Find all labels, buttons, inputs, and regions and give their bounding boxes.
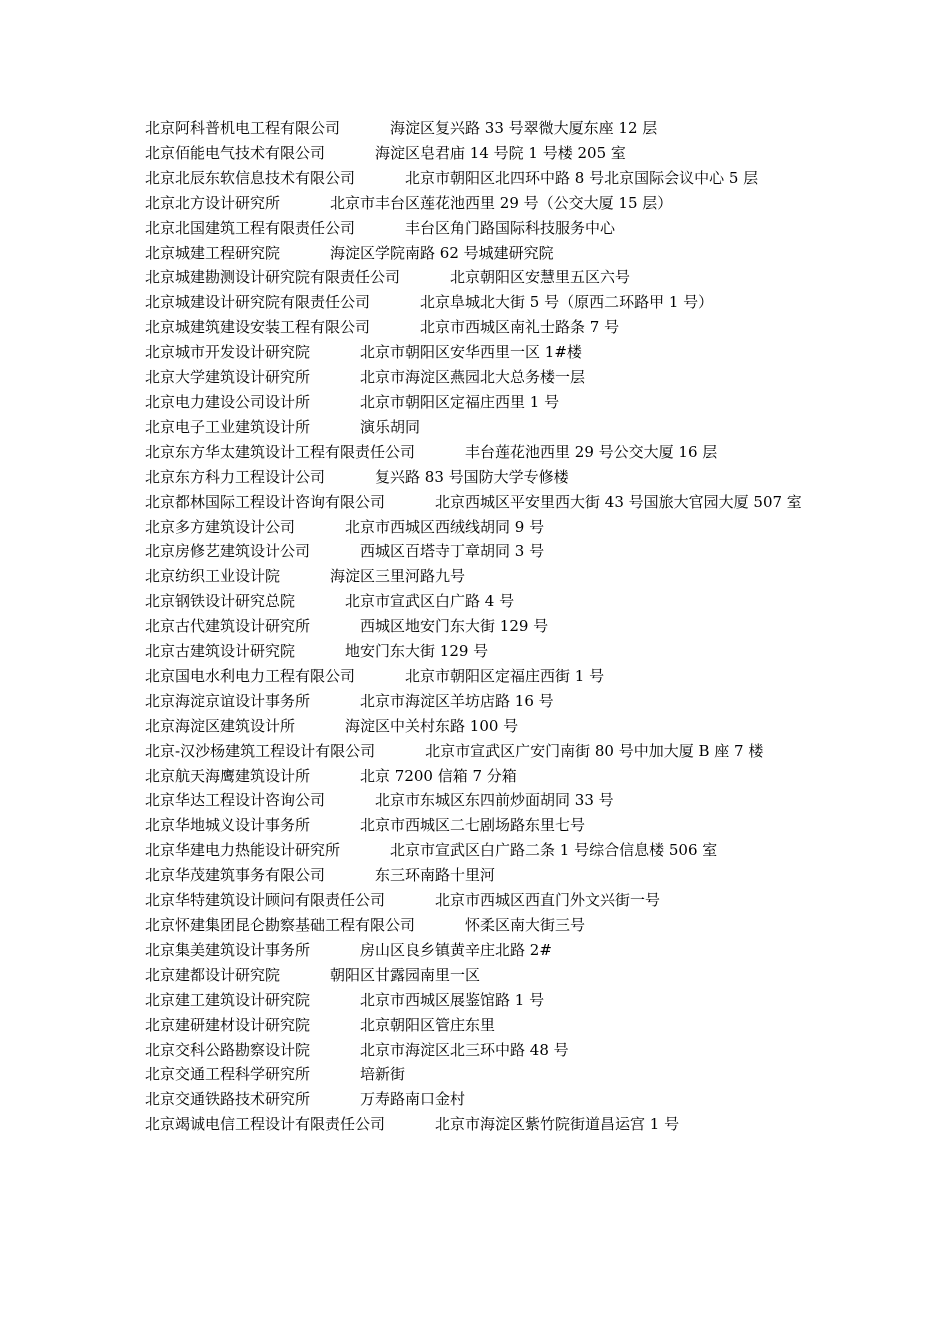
- company-name: 北京华地城义设计事务所: [145, 816, 311, 835]
- company-name: 北京多方建筑设计公司: [145, 517, 296, 536]
- company-name: 北京华达工程设计咨询公司: [145, 791, 326, 810]
- company-address: 演乐胡同: [360, 417, 421, 436]
- company-address: 海淀区中关村东路 100 号: [345, 716, 519, 735]
- company-address: 北京市西城区二七剧场路东里七号: [360, 816, 586, 835]
- company-name: 北京城市开发设计研究院: [145, 343, 311, 362]
- company-name: 北京怀建集团昆仑勘察基础工程有限公司: [145, 916, 416, 934]
- company-name: 北京华建电力热能设计研究所: [145, 841, 341, 860]
- company-address: 北京阜城北大街 5 号（原西二环路甲 1 号）: [420, 293, 714, 312]
- company-name: 北京交科公路勘察设计院: [145, 1040, 311, 1059]
- list-item: [145, 465, 808, 490]
- company-address: 海淀区皂君庙 14 号院 1 号楼 205 室: [375, 143, 626, 162]
- list-item: [145, 564, 808, 589]
- list-item: [145, 191, 808, 216]
- list-item: [145, 664, 808, 689]
- company-name: 北京集美建筑设计事务所: [145, 940, 311, 959]
- company-address: 北京 7200 信箱 7 分箱: [360, 766, 517, 785]
- list-item: [145, 490, 808, 515]
- list-item: [145, 1062, 808, 1087]
- company-address: 北京市宣武区白广路二条 1 号综合信息楼 506 室: [390, 841, 718, 860]
- list-item: [145, 415, 808, 440]
- list-item: [145, 216, 808, 241]
- company-address: 怀柔区南大街三号: [465, 916, 586, 934]
- list-item: [145, 340, 808, 365]
- company-address: 北京市海淀区羊坊店路 16 号: [360, 691, 554, 710]
- list-item: [145, 813, 808, 838]
- company-name: 北京佰能电气技术有限公司: [145, 143, 326, 162]
- company-address: 地安门东大街 129 号: [345, 642, 489, 661]
- list-item: [145, 639, 808, 664]
- list-item: [145, 963, 808, 988]
- company-name: 北京阿科普机电工程有限公司: [145, 119, 341, 137]
- company-address: 海淀区三里河路九号: [330, 567, 466, 586]
- company-name: 北京交通铁路技术研究所: [145, 1090, 311, 1109]
- company-address: 房山区良乡镇黄辛庄北路 2#: [360, 940, 552, 959]
- company-name: 北京航天海鹰建筑设计所: [145, 766, 311, 785]
- company-address: 北京市丰台区莲花池西里 29 号（公交大厦 15 层）: [330, 193, 673, 212]
- company-name: 北京东方华太建筑设计工程有限责任公司: [145, 442, 416, 461]
- company-address: 北京市朝阳区安华西里一区 1#楼: [360, 343, 582, 362]
- company-name: 北京北辰东软信息技术有限公司: [145, 168, 356, 187]
- company-address: 丰台莲花池西里 29 号公交大厦 16 层: [465, 442, 718, 461]
- company-address: 丰台区角门路国际科技服务中心: [405, 218, 616, 237]
- list-item: [145, 863, 808, 888]
- company-name: 北京北方设计研究所: [145, 193, 281, 212]
- company-address: 北京市宣武区白广路 4 号: [345, 592, 515, 611]
- list-item: [145, 315, 808, 340]
- company-name: 北京-汉沙杨建筑工程设计有限公司: [145, 741, 376, 760]
- list-item: [145, 788, 808, 813]
- company-name: 北京房修艺建筑设计公司: [145, 542, 311, 561]
- company-address: 北京市西城区南礼士路条 7 号: [420, 318, 620, 337]
- company-address: 培新街: [360, 1065, 406, 1084]
- company-address: 北京市西城区西直门外文兴街一号: [435, 891, 661, 910]
- company-name: 北京华特建筑设计顾问有限责任公司: [145, 891, 386, 910]
- company-address: 北京市朝阳区北四环中路 8 号北京国际会议中心 5 层: [405, 168, 759, 187]
- company-address: 北京市海淀区紫竹院街道昌运宫 1 号: [435, 1115, 680, 1134]
- company-name: 北京交通工程科学研究所: [145, 1065, 311, 1084]
- company-name: 北京纺织工业设计院: [145, 567, 281, 586]
- list-item: [145, 265, 808, 290]
- list-item: [145, 739, 808, 764]
- company-address: 西城区地安门东大街 129 号: [360, 617, 549, 636]
- company-address: 北京西城区平安里西大街 43 号国旅大官园大厦 507 室: [435, 492, 802, 511]
- company-address: 北京市西城区展鉴馆路 1 号: [360, 990, 545, 1009]
- company-address: 北京朝阳区安慧里五区六号: [450, 268, 631, 287]
- list-item: [145, 515, 808, 540]
- company-address: 北京市海淀区北三环中路 48 号: [360, 1040, 569, 1059]
- list-item: [145, 1038, 808, 1063]
- company-name: 北京城建设计研究院有限责任公司: [145, 293, 371, 312]
- company-name: 北京华茂建筑事务有限公司: [145, 866, 326, 885]
- list-item: [145, 888, 808, 913]
- company-name: 北京竭诚电信工程设计有限责任公司: [145, 1115, 386, 1134]
- company-address: 北京市东城区东四前炒面胡同 33 号: [375, 791, 614, 810]
- company-address: 北京市西城区西绒线胡同 9 号: [345, 517, 545, 536]
- company-address: 北京朝阳区管庄东里: [360, 1015, 496, 1034]
- company-name: 北京城建勘测设计研究院有限责任公司: [145, 268, 401, 287]
- list-item: [145, 241, 808, 266]
- company-name: 北京建都设计研究院: [145, 965, 281, 984]
- list-item: [145, 1087, 808, 1112]
- company-address: 北京市宣武区广安门南街 80 号中加大厦 B 座 7 楼: [425, 741, 764, 760]
- list-item: [145, 838, 808, 863]
- company-address: 海淀区学院南路 62 号城建研究院: [330, 243, 554, 262]
- company-name: 北京城建筑建设安装工程有限公司: [145, 318, 371, 337]
- list-item: [145, 539, 808, 564]
- company-name: 北京建研建材设计研究院: [145, 1015, 311, 1034]
- company-address: 北京市海淀区燕园北大总务楼一层: [360, 368, 586, 387]
- list-item: [145, 614, 808, 639]
- company-address: 复兴路 83 号国防大学专修楼: [375, 467, 569, 486]
- list-item: [145, 290, 808, 315]
- company-name: 北京古建筑设计研究院: [145, 642, 296, 661]
- company-name: 北京北国建筑工程有限责任公司: [145, 218, 356, 237]
- company-name: 北京钢铁设计研究总院: [145, 592, 296, 611]
- company-address: 北京市朝阳区定福庄西街 1 号: [405, 666, 605, 685]
- company-name: 北京电力建设公司设计所: [145, 392, 311, 411]
- list-item: [145, 390, 808, 415]
- company-address: 海淀区复兴路 33 号翠微大厦东座 12 层: [390, 119, 658, 137]
- list-item: [145, 1112, 808, 1137]
- company-name: 北京电子工业建筑设计所: [145, 417, 311, 436]
- company-name: 北京大学建筑设计研究所: [145, 368, 311, 387]
- company-name: 北京都林国际工程设计咨询有限公司: [145, 492, 386, 511]
- company-name: 北京海淀京谊设计事务所: [145, 691, 311, 710]
- list-item: [145, 141, 808, 166]
- company-name: 北京古代建筑设计研究所: [145, 617, 311, 636]
- company-name: 北京城建工程研究院: [145, 243, 281, 262]
- list-item: [145, 938, 808, 963]
- list-item: [145, 689, 808, 714]
- company-name: 北京建工建筑设计研究院: [145, 990, 311, 1009]
- company-name: 北京东方科力工程设计公司: [145, 467, 326, 486]
- list-item: [145, 913, 808, 938]
- list-item: [145, 1013, 808, 1038]
- list-item: [145, 714, 808, 739]
- list-item: [145, 764, 808, 789]
- document-page: [145, 116, 808, 1137]
- list-item: [145, 116, 808, 141]
- list-item: [145, 166, 808, 191]
- company-address: 万寿路南口金村: [360, 1090, 466, 1109]
- company-name: 北京国电水利电力工程有限公司: [145, 666, 356, 685]
- company-address: 西城区百塔寺丁章胡同 3 号: [360, 542, 545, 561]
- company-address: 北京市朝阳区定福庄西里 1 号: [360, 392, 560, 411]
- company-name: 北京海淀区建筑设计所: [145, 716, 296, 735]
- list-item: [145, 988, 808, 1013]
- list-item: [145, 440, 808, 465]
- list-item: [145, 589, 808, 614]
- company-address: 东三环南路十里河: [375, 866, 496, 885]
- list-item: [145, 365, 808, 390]
- company-address: 朝阳区甘露园南里一区: [330, 965, 481, 984]
